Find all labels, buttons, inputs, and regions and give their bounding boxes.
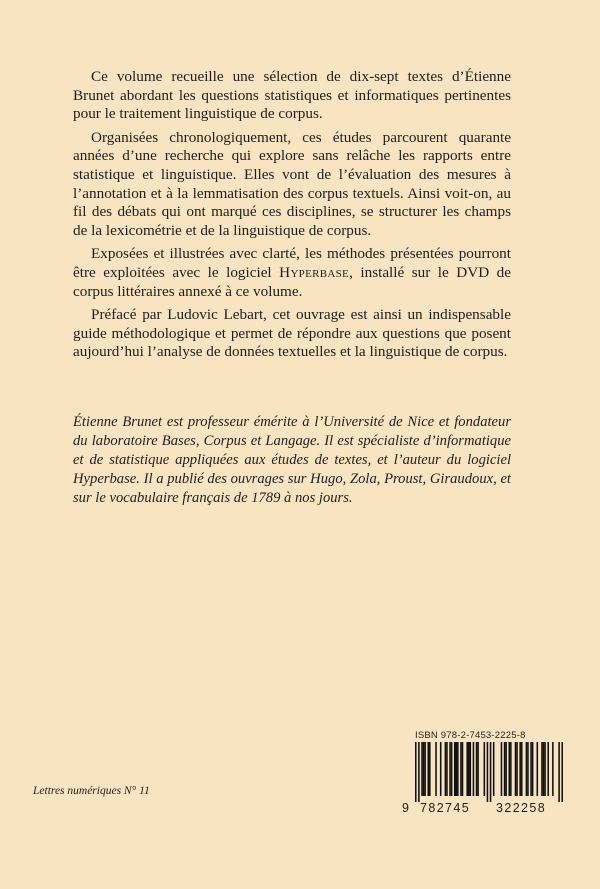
barcode-bar	[435, 742, 437, 796]
barcode-bar	[446, 742, 448, 796]
barcode-bar	[457, 742, 459, 796]
barcode-bar	[476, 742, 478, 796]
isbn-barcode	[396, 730, 566, 825]
barcode-bar	[487, 742, 489, 802]
barcode-bar	[454, 742, 456, 796]
barcode-bar	[456, 742, 458, 796]
barcode-bar	[521, 742, 523, 796]
barcode-bar	[473, 742, 475, 796]
barcode-bar	[541, 742, 543, 796]
barcode-lead-digit: 9	[402, 801, 411, 815]
book-summary	[73, 68, 511, 367]
barcode-bar	[526, 742, 528, 796]
summary-paragraph-3-start: Exposées et illustrées avec clarté, les méthodes présentées pourront être exploitées avec le logiciel	[73, 245, 511, 281]
summary-paragraph-2: Organisées chronologiquement, ces études parcourent quarante années d’une recherche qui explore sans relâche les rapports entre statistique et linguistique. Elles vont de l’évaluation des mesures à l’annotation et à la lemmatisation des corpus textuels. Ainsi voit-on, au fil des débats qui ont marqué ces disciplines, se structurer les champs de la lexicométrie et de la linguistique de corpus.	[73, 128, 511, 239]
barcode-bar	[429, 742, 431, 796]
isbn-label: ISBN 978-2-7453-2225-8	[415, 730, 526, 741]
barcode-bar	[470, 742, 472, 796]
barcode-bar	[424, 742, 426, 796]
barcode-bar	[493, 742, 495, 796]
barcode-bar	[515, 742, 517, 796]
summary-paragraph-4: Préfacé par Ludovic Lebart, cet ouvrage est ainsi un indispensable guide méthodologique et permet de répondre aux questions que posent aujourd’hui l’analyse de données textuelles et la linguistique de corpus.	[73, 306, 511, 361]
barcode-bar	[418, 742, 420, 802]
author-bio: Étienne Brunet est professeur émérite à l’Université de Nice et fondateur du laboratoire Bases, Corpus et Langage. Il est spécialiste d’informatique et de statistique appliquées aux études de textes, et l’auteur du logiciel Hyperbase. Il a publié des ouvrages sur Hugo, Zola, Proust, Giraudoux, et sur le vocabulaire français de 1789 à nos jours.	[73, 414, 511, 506]
barcode-bar	[468, 742, 470, 796]
barcode-right-digits: 322258	[496, 801, 547, 815]
barcode-bar	[449, 742, 451, 796]
barcode-bar	[484, 742, 486, 796]
series-label: Lettres numériques N° 11	[33, 785, 150, 797]
barcode-bar	[558, 742, 560, 802]
barcode-bar	[537, 742, 539, 796]
barcode-bar	[460, 742, 462, 796]
barcode-bar	[490, 742, 492, 802]
software-name: Hyperbase	[279, 263, 350, 281]
barcode-bar	[527, 742, 529, 796]
barcode-bar	[504, 742, 506, 796]
summary-paragraph-1: Ce volume recueille une sélection de dix-sept textes d’Étienne Brunet abordant les questions statistiques et informatiques pertinentes pour le traitement linguistique de corpus.	[73, 68, 511, 123]
barcode-bar	[477, 742, 479, 796]
barcode-bar	[561, 742, 563, 802]
barcode-bar	[552, 742, 554, 796]
barcode-bar	[530, 742, 532, 796]
barcode-bar	[462, 742, 464, 796]
barcode-bar	[547, 742, 549, 796]
barcode-bar	[466, 742, 468, 796]
barcode-bar	[544, 742, 546, 796]
barcode-bar	[421, 742, 423, 796]
summary-paragraph-3-end: , installé sur le DVD de corpus littéraires annexé à ce volume.	[73, 263, 511, 300]
barcode-bar	[440, 742, 442, 796]
barcode-bar	[451, 742, 453, 796]
summary-paragraph-3	[73, 245, 511, 301]
barcode-bar	[516, 742, 518, 796]
barcode-digits	[402, 801, 566, 815]
barcode-bars	[415, 742, 563, 802]
barcode-left-digits: 782745	[420, 801, 471, 815]
barcode-bar	[423, 742, 425, 796]
barcode-bar	[508, 742, 510, 796]
barcode-bar	[505, 742, 507, 796]
barcode-bar	[501, 742, 503, 796]
barcode-bar	[415, 742, 417, 802]
barcode-bar	[532, 742, 534, 796]
barcode-bar	[543, 742, 545, 796]
barcode-bar	[510, 742, 512, 796]
barcode-bar	[445, 742, 447, 796]
barcode-bar	[427, 742, 429, 796]
barcode-bar	[519, 742, 521, 796]
